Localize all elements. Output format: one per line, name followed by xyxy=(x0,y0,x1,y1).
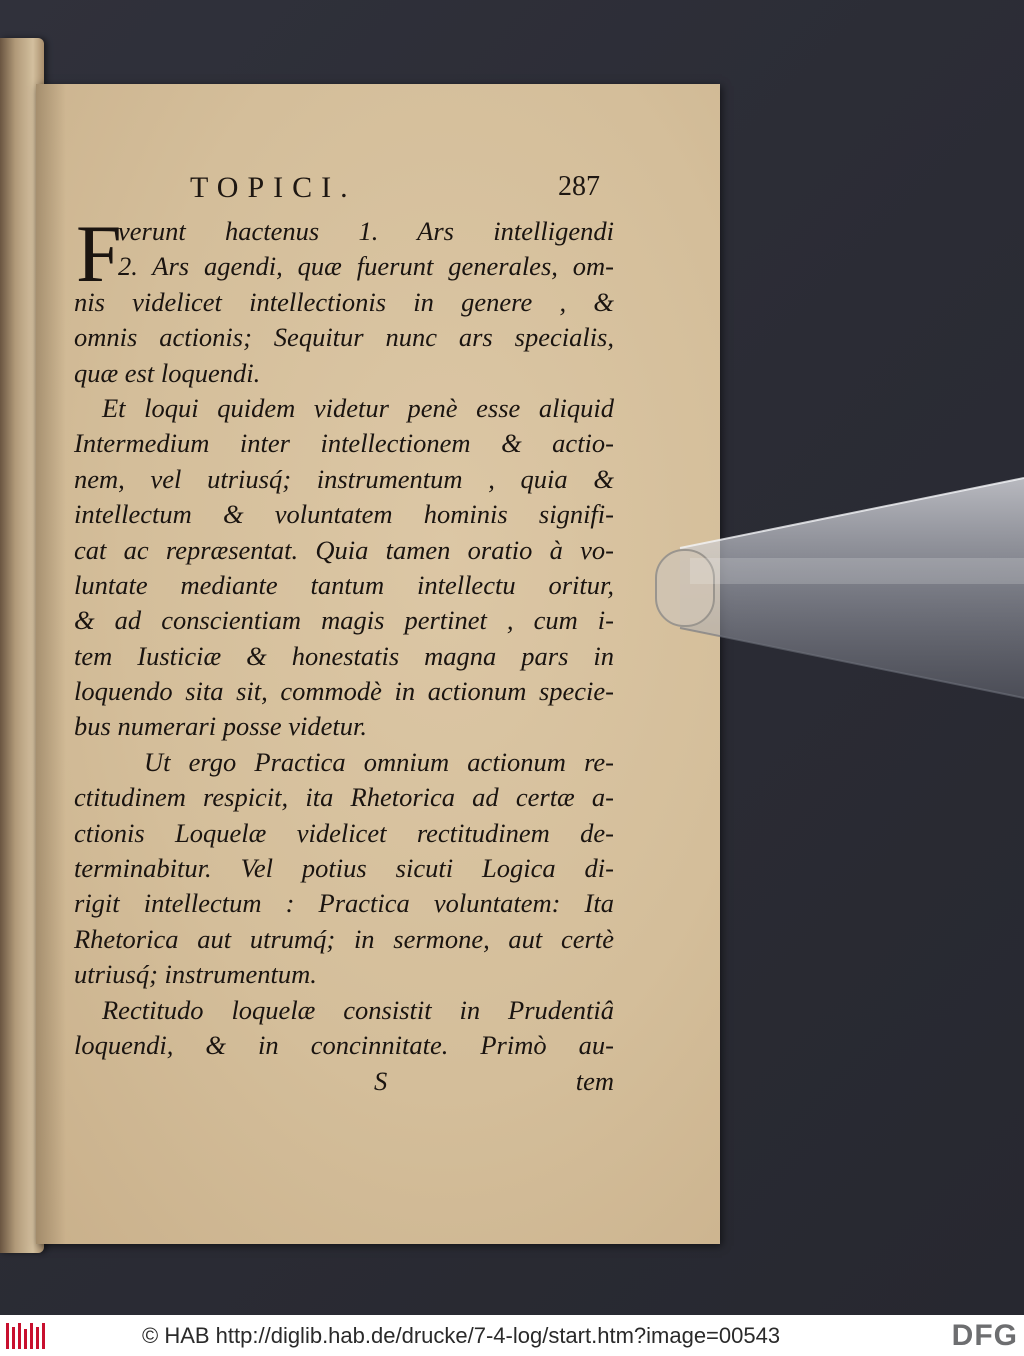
page-foot xyxy=(74,1066,614,1102)
text-line: terminabitur. Vel potius sicuti Logica di- xyxy=(74,853,614,884)
copyright-link[interactable]: © HAB http://diglib.hab.de/drucke/7-4-log/start.htm?image=00543 xyxy=(142,1323,781,1348)
text-line: Rhetorica aut utrumq́; in sermone, aut certè xyxy=(74,923,614,954)
text-line: Et loqui quidem videtur penè esse aliquid xyxy=(102,392,614,423)
body-text xyxy=(74,208,614,1063)
dfg-logo: DFG xyxy=(951,1319,1018,1352)
text-line: Intermedium inter intellectionem & actio- xyxy=(74,428,614,459)
text-line: omnis actionis; Sequitur nunc ars specialis, xyxy=(74,322,614,353)
text-line: Ut ergo Practica omnium actionum re- xyxy=(144,746,614,777)
drop-cap: F xyxy=(76,208,122,299)
text-line: nem, vel utriusq́; instrumentum , quia & xyxy=(74,463,614,494)
text-line: nis videlicet intellectionis in genere , & xyxy=(74,286,614,317)
text-line: & ad conscientiam magis pertinet , cum i- xyxy=(74,605,614,636)
text-line: bus numerari posse videtur. xyxy=(74,711,367,742)
glass-page-clip xyxy=(650,468,1024,708)
text-line: 2. Ars agendi, quæ fuerunt generales, om- xyxy=(118,251,614,282)
catchword: tem xyxy=(575,1066,614,1096)
hab-logo-icon xyxy=(6,1321,46,1351)
text-line: luntate mediante tantum intellectu oritur, xyxy=(74,569,614,600)
text-line: loquendi, & in concinnitate. Primò au- xyxy=(74,1029,614,1060)
text-line: verunt hactenus 1. Ars intelligendi xyxy=(118,216,614,246)
text-line: ctionis Loquelæ videlicet rectitudinem de- xyxy=(74,817,614,848)
text-line: utriusq́; instrumentum. xyxy=(74,959,317,990)
page-number: 287 xyxy=(558,171,600,202)
text-line: tem Iusticiæ & honestatis magna pars in xyxy=(74,640,614,671)
signature-mark: S xyxy=(374,1066,388,1096)
running-head-title: TOPICI. xyxy=(190,171,357,204)
text-line: rigit intellectum : Practica voluntatem: Ita xyxy=(74,888,614,919)
text-line: cat ac repræsentat. Quia tamen oratio à vo- xyxy=(74,534,614,565)
text-line: loquendo sita sit, commodè in actionum specie- xyxy=(74,676,614,707)
running-head xyxy=(190,171,600,211)
text-line: ctitudinem respicit, ita Rhetorica ad certæ a- xyxy=(74,782,614,813)
footer-bar xyxy=(0,1315,1024,1356)
text-line: intellectum & voluntatem hominis signifi- xyxy=(74,499,614,530)
text-line: Rectitudo loquelæ consistit in Prudentiâ xyxy=(102,994,614,1025)
text-line: quæ est loquendi. xyxy=(74,357,261,388)
